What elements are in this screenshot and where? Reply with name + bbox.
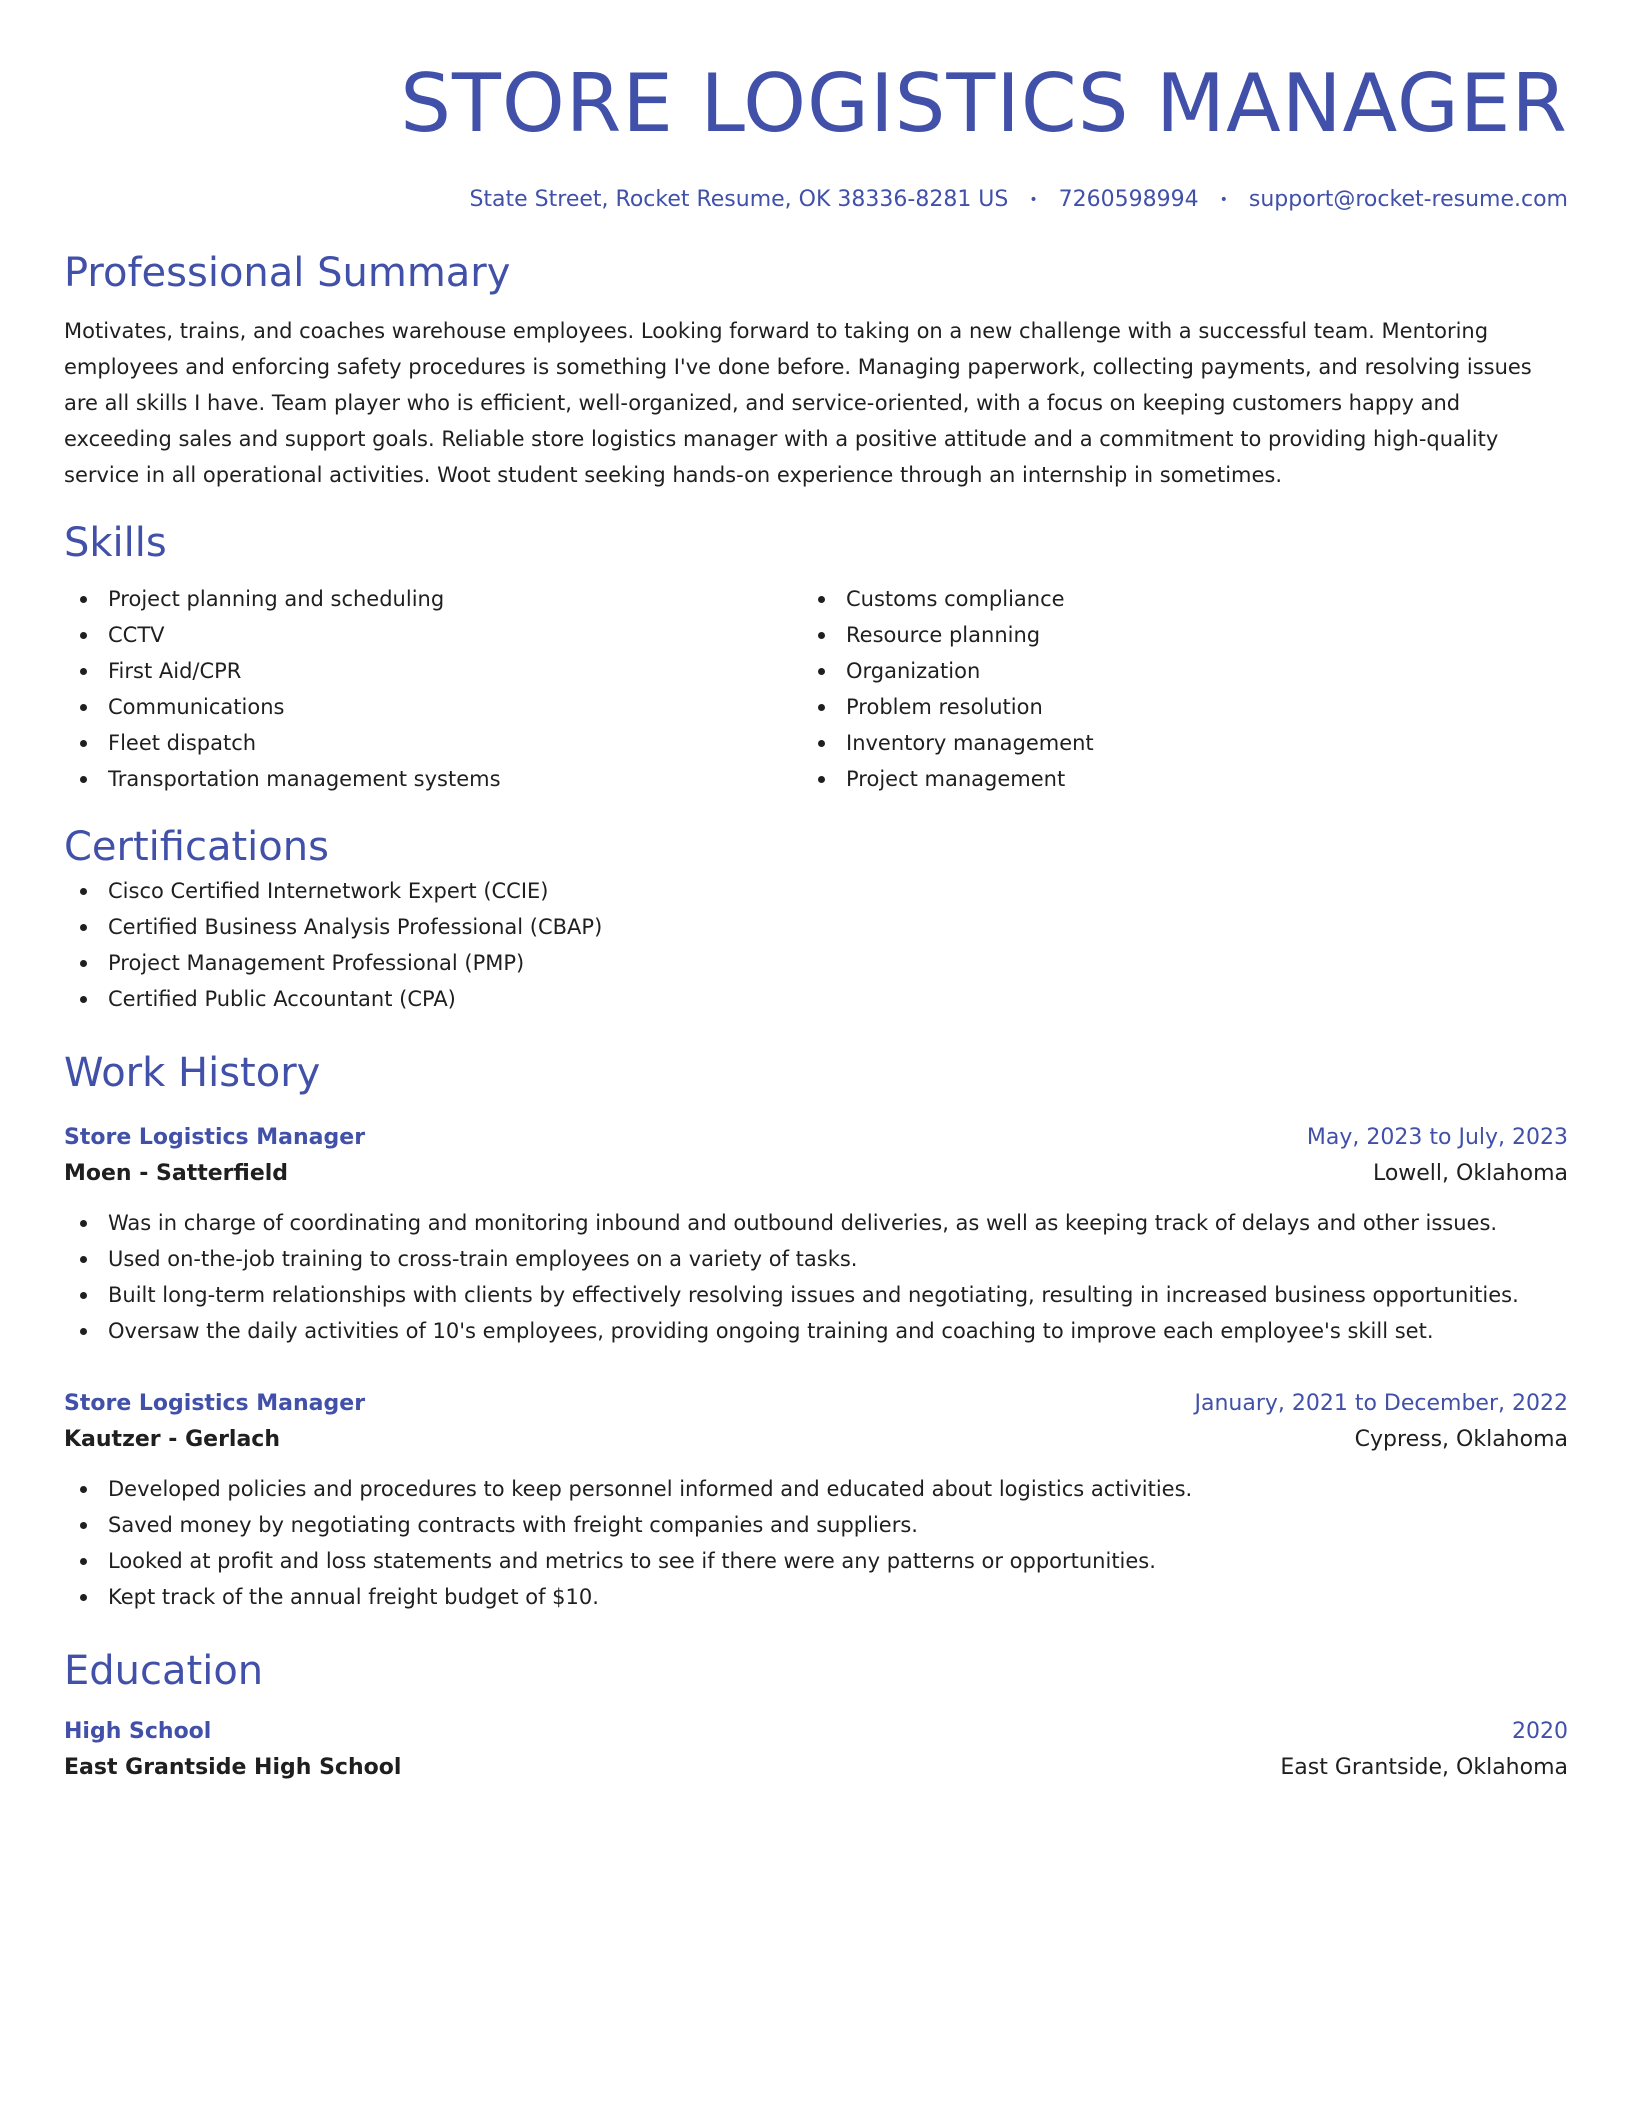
candidate-name: STORE LOGISTICS MANAGER — [400, 57, 1568, 150]
job-company: Kautzer - Gerlach — [64, 1427, 281, 1452]
job-duty-item: Saved money by negotiating contracts with freight companies and suppliers. — [64, 1507, 1568, 1543]
education-entry — [64, 1715, 1568, 1787]
certifications-list — [64, 873, 1568, 1017]
job-duty-item: Oversaw the daily activities of 10's employees, providing ongoing training and coaching to improve each employee's skill set. — [64, 1313, 1568, 1349]
education-heading: Education — [64, 1648, 264, 1694]
resume-header — [64, 56, 1568, 215]
job-duty-item: Was in charge of coordinating and monitoring inbound and outbound deliveries, as well as keeping track of delays and other issues. — [64, 1205, 1568, 1241]
job-title: Store Logistics Manager — [64, 1125, 366, 1150]
job-location: Lowell, Oklahoma — [1372, 1161, 1568, 1186]
skills-column-left — [64, 581, 802, 797]
job-duty-item: Looked at profit and loss statements and metrics to see if there were any patterns or opportunities. — [64, 1543, 1568, 1579]
education-school: East Grantside High School — [64, 1755, 402, 1780]
job-dates: January, 2021 to December, 2022 — [1194, 1391, 1568, 1416]
job-duties-list — [64, 1205, 1568, 1349]
job-company-row — [64, 1155, 1568, 1193]
certifications-heading: Certifications — [64, 824, 329, 870]
job-duty-item: Used on-the-job training to cross-train employees on a variety of tasks. — [64, 1241, 1568, 1277]
skill-item: Project planning and scheduling — [64, 581, 802, 617]
job-company-row — [64, 1421, 1568, 1459]
skill-item: CCTV — [64, 617, 802, 653]
job-entry — [64, 1387, 1568, 1615]
skills-list-left — [64, 581, 802, 797]
skill-item: Transportation management systems — [64, 761, 802, 797]
contact-phone: 7260598994 — [1058, 187, 1199, 212]
contact-separator: • — [1219, 192, 1228, 208]
skill-item: Organization — [802, 653, 1540, 689]
skill-item: Project management — [802, 761, 1540, 797]
skill-item: Communications — [64, 689, 802, 725]
job-title: Store Logistics Manager — [64, 1391, 366, 1416]
summary-heading: Professional Summary — [64, 250, 511, 296]
skills-list-right — [802, 581, 1540, 797]
job-duties-list — [64, 1471, 1568, 1615]
certification-item: Certified Business Analysis Professional (CBAP) — [64, 909, 1568, 945]
contact-email[interactable]: support@rocket-resume.com — [1248, 187, 1568, 212]
skills-heading: Skills — [64, 520, 167, 566]
education-location: East Grantside, Oklahoma — [1280, 1755, 1568, 1780]
job-entry — [64, 1121, 1568, 1349]
education-degree: High School — [64, 1719, 212, 1744]
work-history-heading: Work History — [64, 1050, 321, 1096]
certification-item: Project Management Professional (PMP) — [64, 945, 1568, 981]
skill-item: Customs compliance — [802, 581, 1540, 617]
contact-address: State Street, Rocket Resume, OK 38336-8281 US — [469, 187, 1009, 212]
education-degree-row — [64, 1715, 1568, 1749]
job-location: Cypress, Oklahoma — [1354, 1427, 1568, 1452]
summary-text: Motivates, trains, and coaches warehouse employees. Looking forward to taking on a new challenge with a successful team. Mentoring employees and enforcing safety procedures is something I've done before. Managing paperwork, collecting payments, and resolving issues are all skills I have. Team player who is efficient, well-organized, and service-oriented, with a focus on keeping customers happy and exceeding sales and support goals. Reliable store logistics manager with a positive attitude and a commitment to providing high-quality service in all operational activities. Woot student seeking hands-on experience through an internship in sometimes. — [64, 319, 1532, 487]
education-year: 2020 — [1512, 1719, 1568, 1744]
contact-line — [64, 185, 1568, 215]
certification-item: Certified Public Accountant (CPA) — [64, 981, 1568, 1017]
certification-item: Cisco Certified Internetwork Expert (CCIE) — [64, 873, 1568, 909]
skill-item: Problem resolution — [802, 689, 1540, 725]
job-title-row — [64, 1121, 1568, 1155]
job-duty-item: Built long-term relationships with clients by effectively resolving issues and negotiating, resulting in increased business opportunities. — [64, 1277, 1568, 1313]
skills-grid — [64, 581, 1568, 797]
contact-separator: • — [1029, 192, 1038, 208]
skill-item: First Aid/CPR — [64, 653, 802, 689]
skill-item: Fleet dispatch — [64, 725, 802, 761]
education-school-row — [64, 1749, 1568, 1787]
skills-column-right — [802, 581, 1540, 797]
job-duty-item: Kept track of the annual freight budget of $10. — [64, 1579, 1568, 1615]
skill-item: Inventory management — [802, 725, 1540, 761]
job-company: Moen - Satterfield — [64, 1161, 289, 1186]
job-duty-item: Developed policies and procedures to keep personnel informed and educated about logistics activities. — [64, 1471, 1568, 1507]
job-title-row — [64, 1387, 1568, 1421]
job-dates: May, 2023 to July, 2023 — [1306, 1125, 1568, 1150]
skill-item: Resource planning — [802, 617, 1540, 653]
